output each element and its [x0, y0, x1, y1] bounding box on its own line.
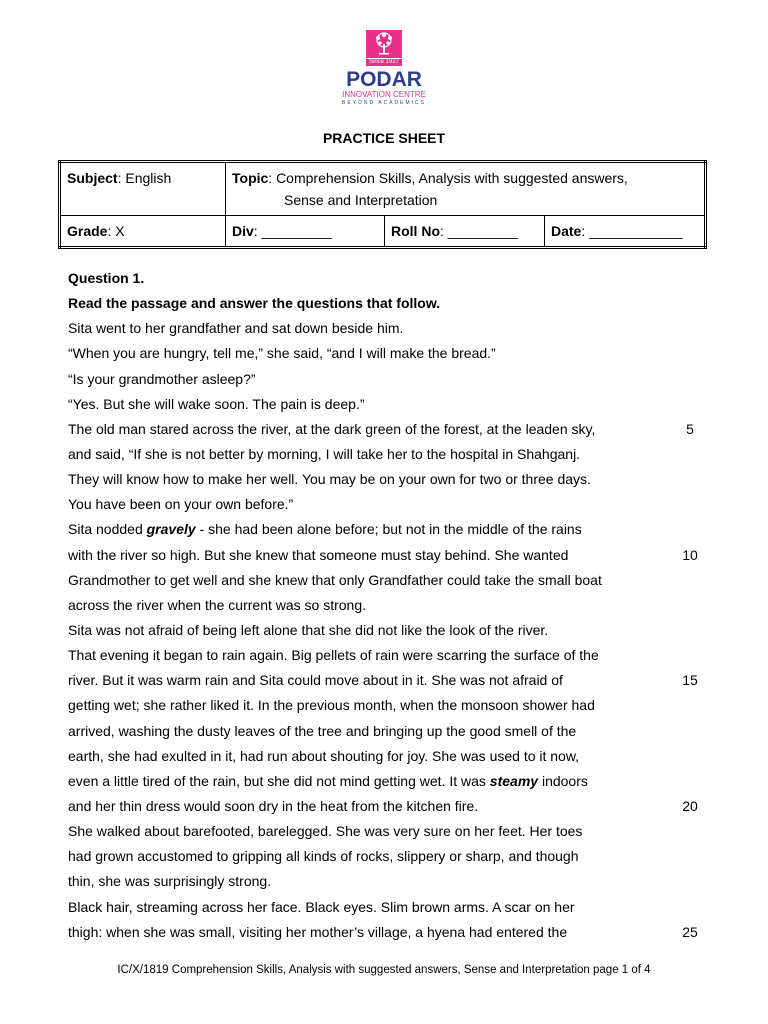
passage-line: [68, 744, 668, 769]
info-row-grade: [60, 216, 706, 248]
subject-value: : English: [117, 170, 172, 186]
grade-value: : X: [107, 223, 125, 239]
topic-cell: [226, 162, 706, 216]
line-number: 15: [682, 672, 698, 689]
line-number: 25: [682, 923, 698, 940]
line-number: 20: [682, 797, 698, 814]
passage-line: [68, 819, 668, 844]
info-row-subject: [60, 162, 706, 216]
passage-line: [68, 543, 698, 568]
passage-text: thin, she was surprisingly strong.: [68, 873, 272, 890]
logo-brand: PODAR: [346, 68, 422, 91]
passage-line: [68, 341, 668, 366]
passage-text: indoors: [538, 772, 588, 789]
line-number: 10: [682, 546, 698, 563]
logo-since: Since 1927: [366, 58, 402, 66]
passage-line: [68, 467, 668, 492]
passage-text: Black hair, streaming across her face. Black eyes. Slim brown arms. A scar on her: [68, 898, 575, 915]
passage-line: [68, 869, 668, 894]
passage-text: Grandmother to get well and she knew that only Grandfather could take the small boat: [68, 571, 602, 588]
passage-text: and said, “If she is not better by morning, I will take her to the hospital in Shahganj.: [68, 445, 581, 462]
passage-line: [68, 693, 668, 718]
grade-cell: [60, 216, 226, 248]
question-section: [68, 266, 698, 945]
passage-line: [68, 568, 668, 593]
passage-text: “When you are hungry, tell me,” she said, “and I will make the bread.”: [68, 345, 496, 362]
passage-text: You have been on your own before.”: [68, 496, 294, 513]
roll-cell: [385, 216, 545, 248]
passage-line: [68, 316, 668, 341]
passage-line: [68, 844, 668, 869]
passage-text: had grown accustomed to gripping all kinds of rocks, slippery or sharp, and though: [68, 848, 579, 865]
logo-subtitle: INNOVATION CENTRE: [342, 90, 426, 99]
school-logo: [334, 30, 434, 107]
passage-text: thigh: when she was small, visiting her mother’s village, a hyena had entered the: [68, 923, 568, 940]
passage-text: “Yes. But she will wake soon. The pain is deep.”: [68, 395, 365, 412]
roll-label: Roll No: [391, 223, 440, 239]
passage: [68, 316, 698, 945]
passage-line: [68, 719, 668, 744]
div-value: : _________: [253, 223, 332, 239]
passage-text: and her thin dress would soon dry in the heat from the kitchen fire.: [68, 797, 479, 814]
topic-value-2: Sense and Interpretation: [284, 192, 438, 208]
subject-label: Subject: [67, 170, 118, 186]
passage-text: river. But it was warm rain and Sita could move about in it. She was not afraid of: [68, 672, 563, 689]
passage-text: arrived, washing the dusty leaves of the tree and bringing up the good smell of the: [68, 722, 577, 739]
div-cell: [226, 216, 385, 248]
passage-line: [68, 392, 668, 417]
passage-text: Sita went to her grandfather and sat down beside him.: [68, 320, 404, 337]
page-footer: IC/X/1819 Comprehension Skills, Analysis with suggested answers, Sense and Interpretation page 1 of 4: [117, 964, 651, 976]
passage-line: [68, 668, 698, 693]
passage-text: She walked about barefooted, barelegged. She was very sure on her feet. Her toes: [68, 823, 583, 840]
question-instruction: Read the passage and answer the questions that follow.: [68, 295, 441, 312]
passage-line: [68, 643, 668, 668]
passage-text: Sita was not afraid of being left alone that she did not like the look of the river.: [68, 621, 549, 638]
passage-line: [68, 442, 668, 467]
passage-text: with the river so high. But she knew that someone must stay behind. She wanted: [68, 546, 569, 563]
emphasized-word: steamy: [489, 772, 539, 789]
passage-text: They will know how to make her well. You may be on your own for two or three days.: [68, 471, 591, 488]
passage-line: [68, 417, 694, 442]
passage-line: [68, 517, 668, 542]
passage-line: [68, 618, 668, 643]
passage-line: [68, 492, 668, 517]
passage-text: getting wet; she rather liked it. In the previous month, when the monsoon shower had: [68, 697, 595, 714]
page-title: PRACTICE SHEET: [322, 130, 446, 146]
roll-value: : _________: [440, 223, 518, 239]
passage-text: across the river when the current was so strong.: [68, 596, 367, 613]
emphasized-word: gravely: [146, 521, 196, 538]
passage-text: earth, she had exulted in it, had run about shouting for joy. She was used to it now,: [68, 747, 580, 764]
subject-cell: [60, 162, 226, 216]
line-number: 5: [686, 420, 694, 437]
passage-line: [68, 593, 668, 618]
passage-text: Sita nodded: [68, 521, 147, 538]
passage-text: That evening it began to rain again. Big pellets of rain were scarring the surface of the: [68, 647, 599, 664]
date-label: Date: [551, 223, 582, 239]
logo-tagline: BEYOND ACADEMICS: [342, 100, 426, 106]
question-heading: Question 1.: [68, 270, 145, 286]
passage-text: even a little tired of the rain, but she did not mind getting wet. It was: [68, 772, 490, 789]
passage-line: [68, 367, 668, 392]
passage-text: The old man stared across the river, at the dark green of the forest, at the leaden sky,: [68, 420, 596, 437]
passage-text: “Is your grandmother asleep?”: [68, 370, 256, 387]
info-table: [58, 160, 707, 249]
grade-label: Grade: [67, 223, 108, 239]
passage-line: [68, 920, 698, 945]
passage-line: [68, 895, 668, 920]
date-value: : ____________: [581, 223, 683, 239]
topic-label: Topic: [232, 170, 269, 186]
div-label: Div: [232, 223, 254, 239]
date-cell: [545, 216, 706, 248]
topic-value: : Comprehension Skills, Analysis with suggested answers,: [268, 170, 628, 186]
passage-text: - she had been alone before; but not in the middle of the rains: [195, 521, 582, 538]
tree-emblem-icon: [366, 30, 402, 58]
passage-line: [68, 769, 668, 794]
passage-line: [68, 794, 698, 819]
